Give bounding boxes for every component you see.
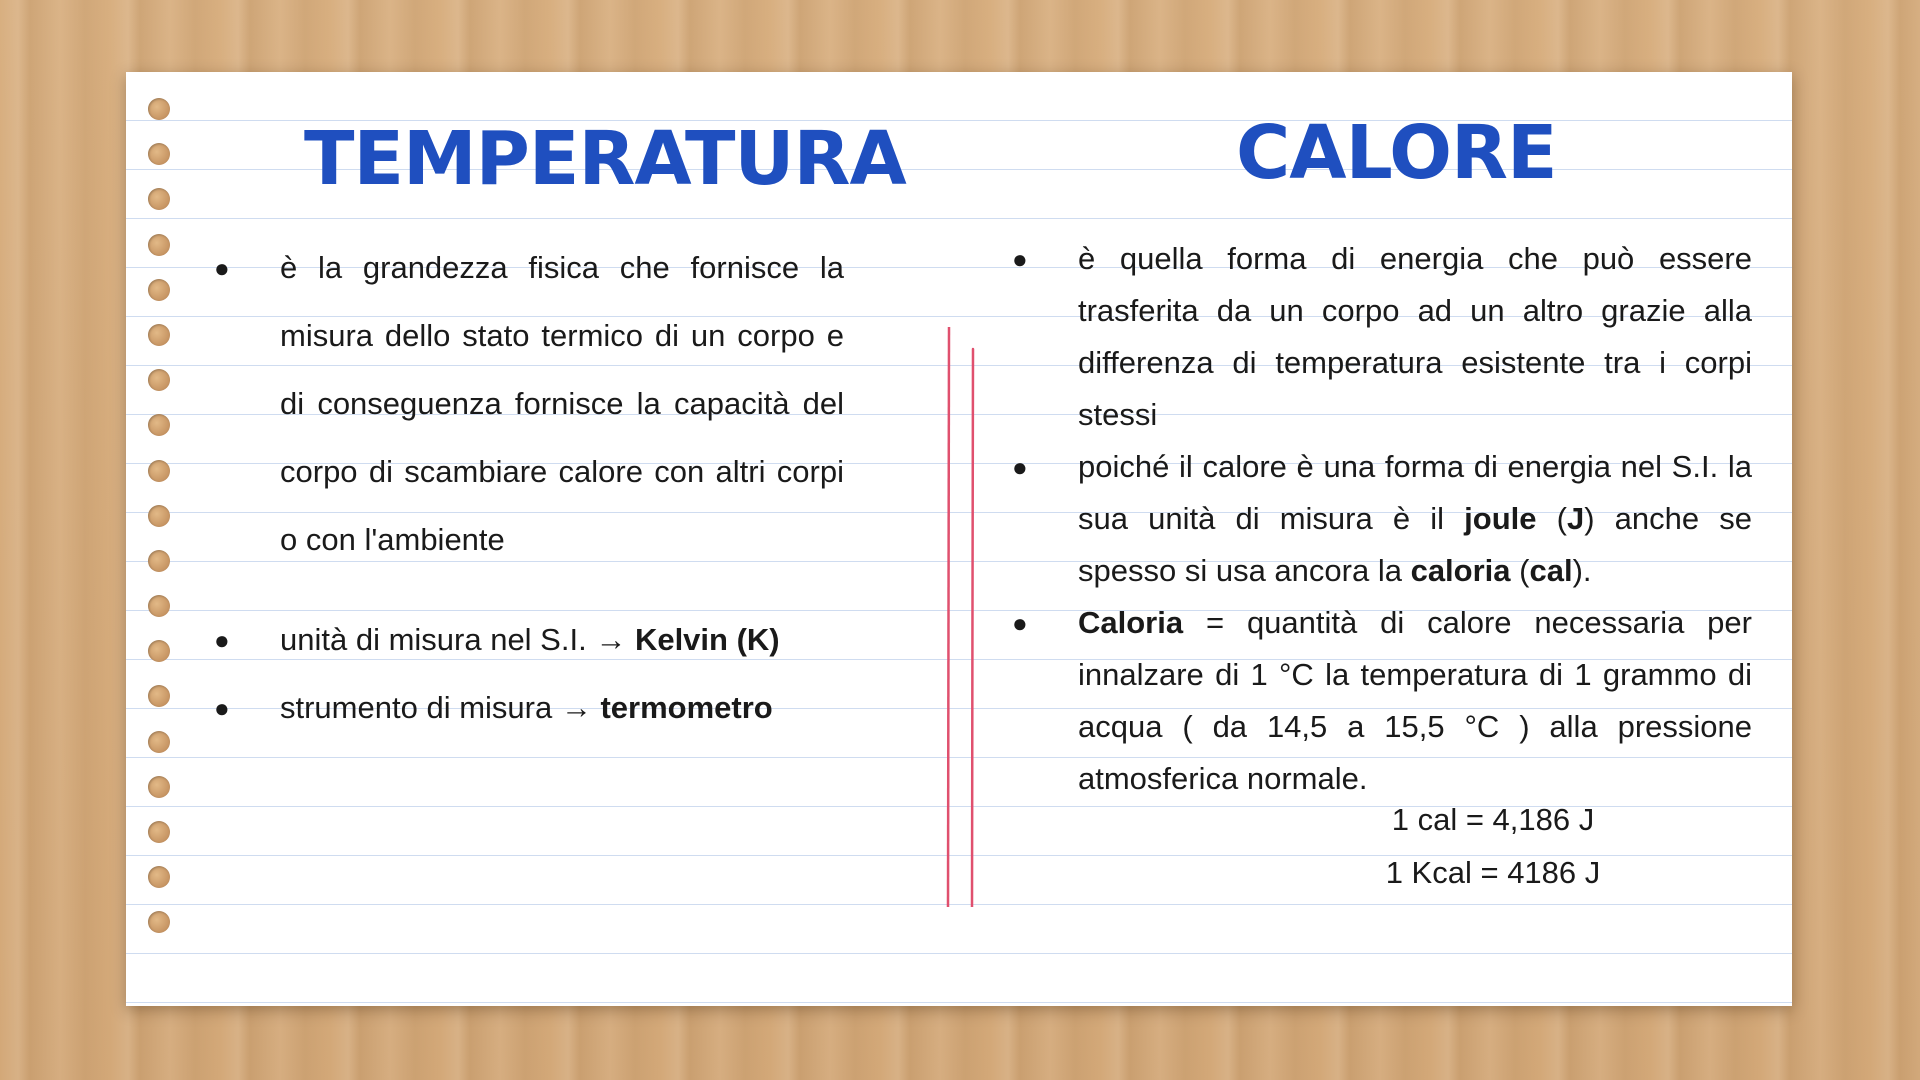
unit-text: ( [1536, 501, 1567, 536]
binder-hole-icon [148, 324, 170, 346]
binder-hole-icon [148, 550, 170, 572]
temperatura-column [214, 234, 844, 742]
list-item [1012, 597, 1752, 805]
binder-hole-icon [148, 98, 170, 120]
binder-hole-icon [148, 731, 170, 753]
binder-hole-icon [148, 821, 170, 843]
unit-text: ( [1510, 553, 1530, 588]
list-item [214, 674, 844, 742]
unit-text: unità di misura nel S.I. → [280, 622, 635, 657]
binder-holes [148, 98, 174, 957]
instrument-text: strumento di misura → [280, 690, 601, 725]
calore-title: CALORE [1236, 110, 1557, 196]
binder-hole-icon [148, 369, 170, 391]
temperatura-title: TEMPERATURA [304, 116, 906, 202]
binder-hole-icon [148, 234, 170, 256]
caloria-term: Caloria [1078, 605, 1184, 640]
binder-hole-icon [148, 595, 170, 617]
formula-kcal: 1 Kcal = 4186 J [1385, 855, 1601, 890]
list-item [1012, 233, 1752, 441]
calore-column [1012, 233, 1753, 805]
bullet-icon: ● [214, 693, 230, 723]
unit-value: Kelvin (K) [634, 622, 780, 657]
bullet-icon: ● [1012, 452, 1028, 482]
binder-hole-icon [148, 188, 170, 210]
cal-symbol: cal [1529, 553, 1573, 588]
bullet-icon: ● [214, 253, 230, 283]
bullet-icon: ● [214, 625, 230, 655]
binder-hole-icon [148, 776, 170, 798]
caloria-term: caloria [1410, 553, 1511, 588]
instrument-value: termometro [600, 690, 773, 725]
definition-text: è quella forma di energia che può essere trasferita da un corpo ad un altro grazie alla differenza di temperatura esistente tra i corpi stessi [1078, 241, 1752, 432]
margin-line-left [948, 327, 949, 907]
unit-text: ) anche se spesso si usa ancora la [1078, 501, 1753, 588]
margin-lines [946, 327, 976, 907]
bullet-icon: ● [1012, 608, 1028, 638]
binder-hole-icon [148, 911, 170, 933]
bullet-icon: ● [1012, 244, 1028, 274]
binder-hole-icon [148, 279, 170, 301]
list-item [1012, 441, 1753, 597]
calore-list [1012, 233, 1753, 805]
caloria-definition: = quantità di calore necessaria per innalzare di 1 °C la temperatura di 1 grammo di acqua ( da 14,5 a 15,5 °C ) alla pressione atmosferica normale. [1078, 605, 1752, 796]
margin-line-right [972, 349, 973, 907]
temperatura-list [214, 234, 844, 742]
joule-symbol: J [1566, 501, 1585, 536]
binder-hole-icon [148, 143, 170, 165]
notebook-paper [126, 72, 1792, 1006]
list-item [214, 234, 844, 574]
binder-hole-icon [148, 460, 170, 482]
joule-term: joule [1464, 501, 1537, 536]
unit-text: poiché il calore è una forma di energia nel S.I. la sua unità di misura è il [1078, 449, 1752, 536]
binder-hole-icon [148, 640, 170, 662]
list-item [214, 606, 844, 674]
binder-hole-icon [148, 414, 170, 436]
definition-text: è la grandezza fisica che fornisce la misura dello stato termico di un corpo e di conseguenza fornisce la capacità del corpo di scambiare calore con altri corpi o con l'ambiente [280, 250, 844, 557]
formula-cal: 1 cal = 4,186 J [1391, 802, 1595, 837]
binder-hole-icon [148, 685, 170, 707]
unit-text: ). [1572, 553, 1592, 588]
binder-hole-icon [148, 866, 170, 888]
binder-hole-icon [148, 505, 170, 527]
